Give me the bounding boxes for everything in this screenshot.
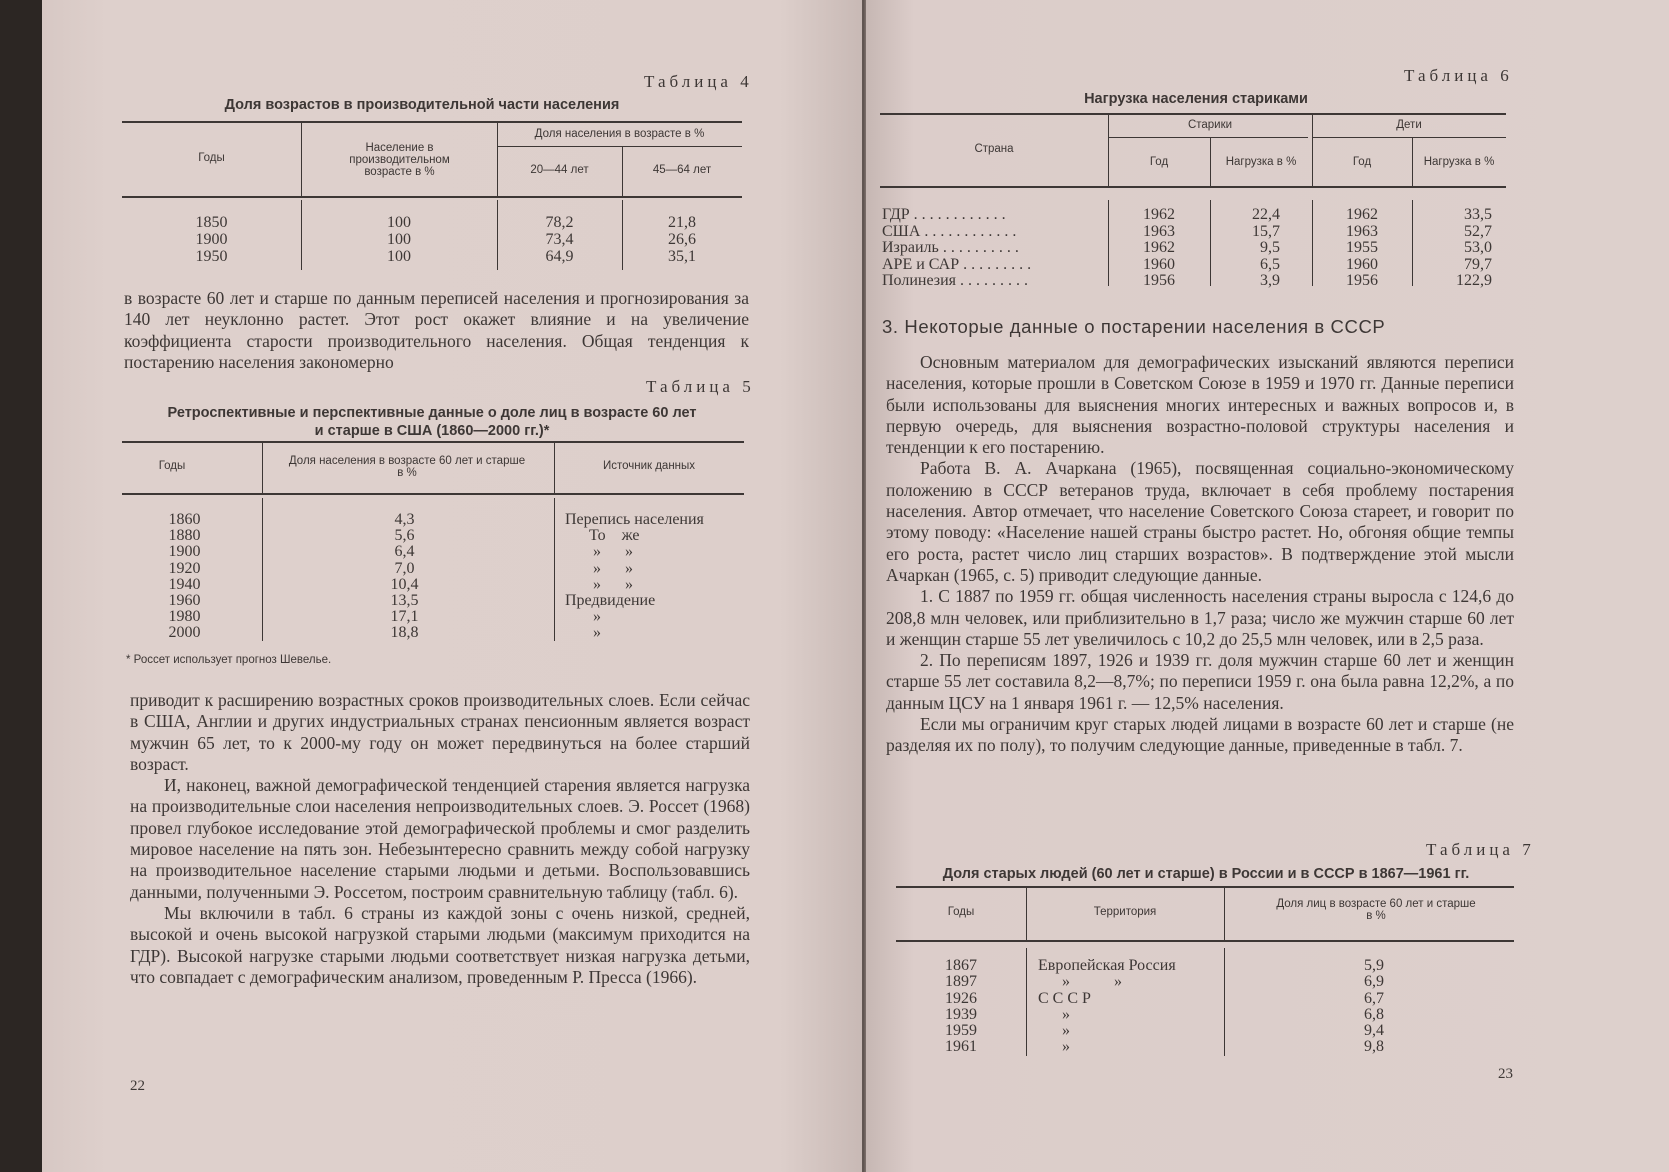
right-page	[866, 0, 1669, 1172]
right-text-3: 1. С 1887 по 1959 гг. общая численность населения страны выросла с 124,6 до 208,8 млн человек, или приблизительно в 1,7 раза; число же мужчин старше 60 лет и женщин старше 55 лет увеличилось с 10,2 до 25,5 млн человек, или в 2,5 раза.	[886, 586, 1514, 649]
table5-header-source: Источник данных	[602, 460, 696, 472]
table6-header-elderly-load: Нагрузка в %	[1225, 156, 1297, 168]
table5-footnote: * Россет использует прогноз Шевелье.	[126, 654, 332, 666]
table4-header-years: Годы	[198, 152, 225, 164]
table4-top-rule	[122, 121, 742, 123]
left-text-4: Мы включили в табл. 6 страны из каждой зоны с очень низкой, средней, высокой и очень высокой нагрузкой старыми людьми (максимум приходится на ГДР). Высокой нагрузке старыми людьми соответствует низкая нагрузка детьми, что совпадает с демографическим анализом, проведенным Р. Пресса (1966).	[130, 902, 750, 987]
left-page	[42, 0, 862, 1172]
table4-divider	[301, 122, 302, 196]
table7-title: Доля старых людей (60 лет и старше) в России и в СССР в 1867—1961 гг.	[942, 866, 1470, 882]
table7-divider	[1224, 887, 1225, 940]
table7-top-rule	[896, 886, 1514, 888]
table4-subheader-rule	[497, 146, 742, 147]
right-text-1: Основным материалом для демографических изысканий являются переписи населения, которые прошли в Советском Союзе в 1959 и 1970 гг. Данные переписи были использованы для выяснения многих интересных и важных вопросов и, в первую очередь, для выяснения возрастно-половой структуры населения и тенденции к его постарению.	[886, 352, 1514, 458]
table5-title: Ретроспективные и перспективные данные о доле лиц в возрасте 60 лет и старше в США (1860—2000 гг.)*	[167, 405, 697, 439]
table6-header-country: Страна	[974, 143, 1014, 155]
left-page-number: 22	[130, 1078, 145, 1094]
table4-years: 1850 1900 1950	[195, 214, 228, 265]
table5-header-share: Доля населения в возрасте 60 лет и старше в %	[288, 455, 526, 479]
left-text-1: в возрасте 60 лет и старше по данным переписей населения и прогнозирования за 140 лет неуклонно растет. Этот рост окажет влияние и на увеличение коэффициента старости производительного населения. Общая тенденция к постарению населения закономерно	[124, 288, 749, 372]
table4-label: Таблица 4	[644, 72, 753, 91]
right-text-2: Работа В. А. Ачаркана (1965), посвященная социально-экономическому положению в СССР ветеранов труда, включает в себя проблему постарения населения. Автор отмечает, что население Советского Союза стареет, и говорит по этому поводу: «Население нашей страны быстро растет. Но, обгоняя общие темпы его роста, растет число лиц старших возрастов». В подтверждение этой мысли Ачаркан (1965, с. 5) приводит следующие данные.	[886, 458, 1514, 585]
table6-elderly-year: 1962 1963 1962 1960 1956	[1143, 206, 1175, 289]
table6-top-rule	[880, 113, 1506, 115]
table6-elderly-load: 22,4 15,7 9,5 6,5 3,9	[1252, 206, 1280, 289]
table7-header-share: Доля лиц в возрасте 60 лет и старше в %	[1276, 898, 1476, 922]
table7-divider	[1026, 948, 1027, 1056]
table5-top-rule	[122, 441, 744, 443]
table6-header-children-year: Год	[1352, 156, 1372, 168]
table6-children-rule	[1312, 137, 1506, 138]
table5-divider	[262, 442, 263, 493]
table5-share: 4,3 5,6 6,4 7,0 10,4 13,5 17,1 18,8	[390, 511, 419, 642]
table7-years: 1867 1897 1926 1939 1959 1961	[945, 957, 977, 1056]
table5-divider	[262, 498, 263, 641]
table5-header-years: Годы	[158, 460, 186, 472]
table6-children-load: 33,5 52,7 53,0 79,7 122,9	[1456, 206, 1492, 289]
table7-header-territory: Территория	[1093, 906, 1157, 918]
right-text-5: Если мы ограничим круг старых людей лицами в возрасте 60 лет и старше (не разделяя их по полу), то получим следующие данные, приведенные в табл. 7.	[886, 714, 1514, 756]
table5-label: Таблица 5	[646, 377, 755, 396]
table7-label: Таблица 7	[1426, 840, 1535, 859]
right-paragraphs	[886, 352, 1514, 757]
right-page-number: 23	[1498, 1066, 1513, 1082]
table6-header-rule	[880, 186, 1506, 188]
table6-countries: ГДР . . . . . . . . . . . . США . . . . . . . . . . . . Израиль . . . . . . . . . . АРЕ и САР . . . . . . . . . Полинезия . . . . . . . . .	[882, 207, 1032, 289]
table6-header-children: Дети	[1396, 119, 1422, 131]
table6-label: Таблица 6	[1404, 66, 1513, 85]
table4-header-share: Доля населения в возрасте в %	[534, 128, 705, 140]
table7-share: 5,9 6,9 6,7 6,8 9,4 9,8	[1364, 957, 1384, 1056]
table7-header-rule	[896, 940, 1514, 942]
table5-header-rule	[122, 493, 744, 495]
left-paragraphs	[130, 690, 750, 988]
table6-elderly-rule	[1108, 137, 1308, 138]
table4-title: Доля возрастов в производительной части населения	[224, 97, 620, 113]
left-text-3: И, наконец, важной демографической тенденцией старения является нагрузка на производительные слои населения непроизводительных слоев. Э. Россет (1968) провел глубокое исследование этой демографической проблемы и смог разделить мировое население на пять зон. Небезынтересно сравнить между собой нагрузку на производительное население старыми людьми и детьми. Воспользовавшись данными, полученными Э. Россетом, построим сравнительную таблицу (табл. 6).	[130, 775, 750, 902]
table7-territory: Европейская Россия » » С С С Р » » »	[1038, 957, 1176, 1056]
table6-header-elderly: Старики	[1187, 119, 1233, 131]
table6-children-year: 1962 1963 1955 1960 1956	[1346, 206, 1378, 289]
table4-population: 100 100 100	[387, 214, 411, 265]
table4-header-rule	[122, 196, 742, 198]
table6-header-elderly-year: Год	[1149, 156, 1169, 168]
table5-years: 1860 1880 1900 1920 1940 1960 1980 2000	[168, 511, 201, 642]
table5-divider	[554, 498, 555, 641]
left-paragraph-1	[124, 288, 749, 373]
table6-header-children-load: Нагрузка в %	[1423, 156, 1495, 168]
table6-title: Нагрузка населения стариками	[1084, 91, 1308, 107]
section-heading: 3. Некоторые данные о постарении населения в СССР	[882, 316, 1386, 337]
table4-age2: 21,8 26,6 35,1	[668, 214, 696, 265]
left-text-2: приводит к расширению возрастных сроков производительных слоев. Если сейчас в США, Англии и других индустриальных странах пенсионным является возраст мужчин 65 лет, то к 2000-му году он может передвинуться на более старший возраст.	[130, 690, 750, 774]
table7-header-years: Годы	[947, 906, 975, 918]
right-text-4: 2. По переписям 1897, 1926 и 1939 гг. доля мужчин старше 60 лет и женщин старше 55 лет составила 8,2—8,7%; по переписи 1959 г. она была равна 12,2%, а по данным ЦСУ на 1 января 1961 г. — 12,5% населения.	[886, 650, 1514, 713]
table4-age1: 78,2 73,4 64,9	[545, 214, 574, 265]
table4-header-population: Население в производительном возрасте в %	[349, 142, 450, 178]
table4-header-age1: 20—44 лет	[530, 164, 589, 176]
table5-source: Перепись населения То же » » » » » » Предвидение » »	[565, 511, 704, 642]
table4-header-age2: 45—64 лет	[652, 164, 712, 176]
